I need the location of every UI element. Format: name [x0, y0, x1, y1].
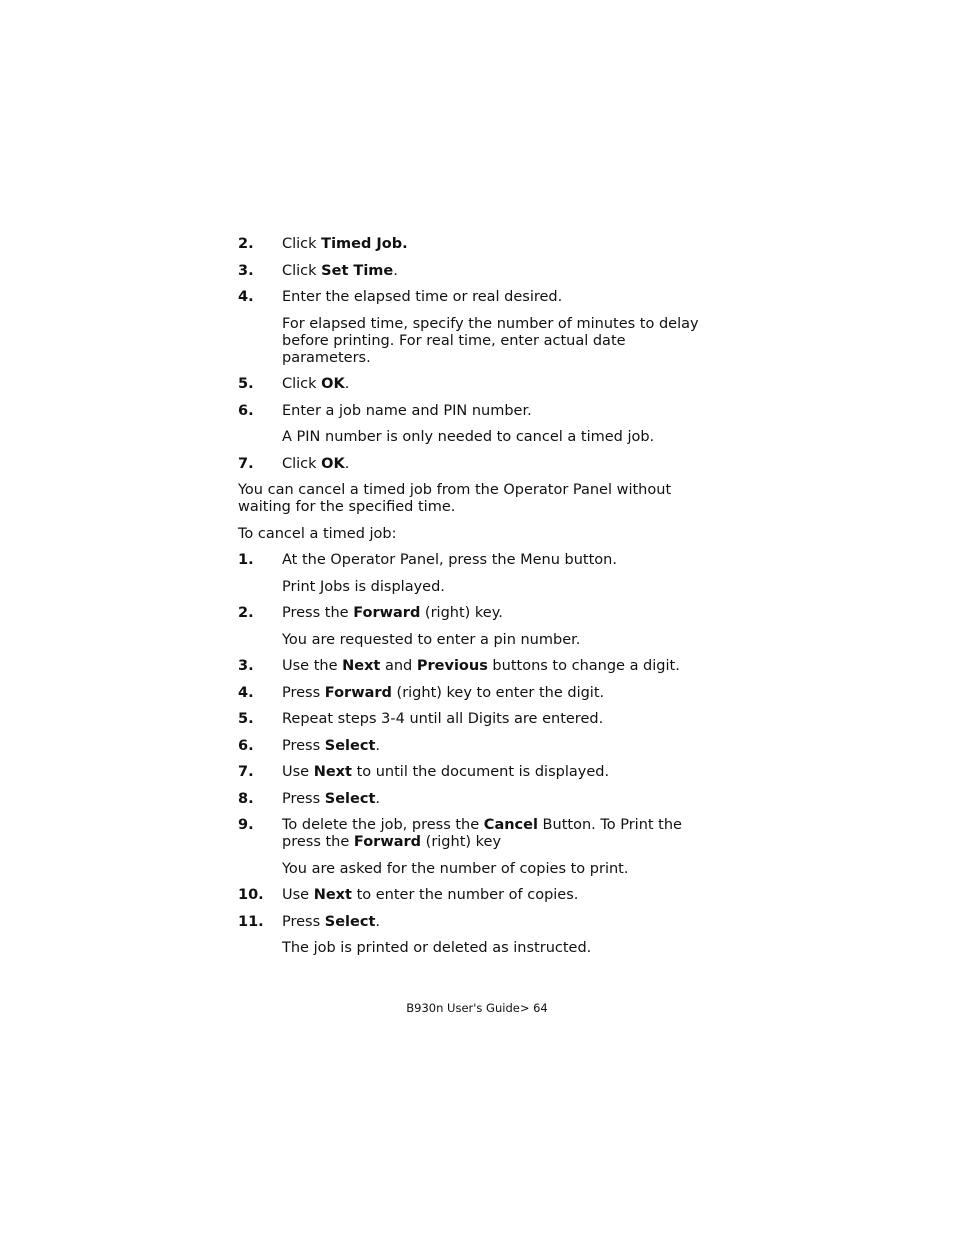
step-emphasis: Select [324, 737, 376, 754]
step-item [238, 605, 718, 622]
step-note: A PIN number is only needed to cancel a timed job. [282, 429, 655, 445]
step-item [238, 887, 718, 904]
step-text-part: (right) key. [420, 605, 503, 621]
step-emphasis: Next [342, 658, 381, 674]
step-text-part: to enter the number of copies. [351, 887, 579, 903]
step-text [282, 764, 718, 781]
step-text-part: . [375, 737, 380, 754]
step-number: 7. [238, 455, 254, 472]
step-item [238, 376, 718, 393]
step-item [238, 236, 718, 253]
step-text-part: buttons to change a digit. [487, 658, 680, 674]
step-text [282, 791, 718, 808]
step-item [238, 791, 718, 808]
step-text-part: Click [282, 455, 322, 472]
step-note: You are requested to enter a pin number. [282, 631, 581, 648]
timed-job-steps [238, 236, 718, 473]
step-number: 7. [238, 764, 254, 780]
step-text-part: Use the [282, 658, 343, 674]
step-emphasis: Timed Job. [321, 236, 408, 252]
step-item [238, 764, 718, 781]
cancel-heading-paragraph: To cancel a timed job: [238, 525, 397, 542]
step-number: 8. [238, 790, 254, 807]
step-text: Repeat steps 3-4 until all Digits are entered. [282, 711, 604, 727]
step-item [238, 738, 718, 755]
step-emphasis: Previous [416, 658, 488, 674]
step-text-part: . [375, 790, 380, 807]
step-item [238, 263, 718, 280]
step-emphasis: Select [324, 913, 376, 930]
step-number: 5. [238, 376, 254, 392]
step-text-part: . [344, 455, 350, 472]
step-text [282, 263, 718, 280]
step-number: 6. [238, 737, 254, 754]
step-text-part: Press the [282, 605, 354, 621]
step-emphasis: Forward [324, 684, 392, 701]
step-item [238, 817, 718, 851]
step-number: 4. [238, 684, 254, 701]
step-text-part: Button. To Print the press the [282, 817, 682, 850]
step-text [282, 817, 718, 851]
step-text-part: Click [282, 262, 322, 279]
step-item [238, 914, 718, 931]
step-emphasis: Next [313, 887, 352, 903]
step-text-part: Click [282, 236, 322, 252]
step-text [282, 685, 718, 702]
step-note: Print Jobs is displayed. [282, 578, 445, 595]
step-number: 6. [238, 402, 254, 419]
step-text-part: To delete the job, press the [282, 817, 484, 833]
step-text-part: (right) key to enter the digit. [391, 684, 605, 701]
cancel-intro-paragraph: You can cancel a timed job from the Operator Panel without waiting for the specified time. [238, 482, 672, 515]
step-text [282, 376, 718, 393]
step-emphasis: OK [321, 376, 345, 392]
step-number: 3. [238, 658, 254, 674]
step-emphasis: Set Time [321, 262, 394, 279]
step-text [282, 658, 718, 675]
page-footer: B930n User's Guide> 64 [406, 1001, 548, 1015]
step-text [282, 456, 718, 473]
step-text: Enter a job name and PIN number. [282, 402, 532, 419]
step-number: 10. [238, 887, 264, 903]
step-number: 1. [238, 552, 254, 568]
step-text-part: (right) key [421, 834, 502, 850]
cancel-job-steps [238, 552, 718, 957]
step-number: 3. [238, 262, 254, 279]
step-text-part: . [344, 376, 350, 392]
step-number: 2. [238, 605, 254, 621]
step-emphasis: Cancel [483, 817, 538, 833]
step-text-part: to until the document is displayed. [351, 764, 610, 780]
step-note: The job is printed or deleted as instructed. [282, 940, 592, 956]
step-number: 4. [238, 289, 254, 305]
step-text-part: Use [282, 887, 314, 903]
step-text-part: Press [282, 737, 325, 754]
step-text-part: . [393, 262, 398, 279]
step-note: For elapsed time, specify the number of minutes to delay before printing. For real time, enter actual date parameters. [282, 315, 699, 366]
step-text-part: Press [282, 913, 325, 930]
step-text: Enter the elapsed time or real desired. [282, 289, 563, 305]
page-content [238, 236, 718, 967]
step-number: 2. [238, 236, 254, 252]
step-text [282, 236, 718, 253]
step-item [238, 552, 718, 569]
step-text-part: Press [282, 790, 325, 807]
step-text [282, 914, 718, 931]
step-item [238, 658, 718, 675]
step-emphasis: OK [321, 455, 345, 472]
step-text-part: Click [282, 376, 322, 392]
step-item [238, 685, 718, 702]
step-number: 9. [238, 817, 254, 833]
step-item [238, 289, 718, 306]
step-emphasis: Select [324, 790, 376, 807]
step-emphasis: Next [313, 764, 352, 780]
step-item [238, 456, 718, 473]
step-item [238, 403, 718, 420]
step-text: At the Operator Panel, press the Menu button. [282, 552, 617, 568]
step-number: 11. [238, 913, 264, 930]
step-item [238, 711, 718, 728]
step-text-part: and [380, 658, 417, 674]
step-text-part: Use [282, 764, 314, 780]
step-number: 5. [238, 711, 254, 727]
step-emphasis: Forward [353, 605, 421, 621]
step-note: You are asked for the number of copies to print. [282, 860, 629, 877]
step-emphasis: Forward [353, 834, 422, 850]
step-text [282, 738, 718, 755]
step-text-part: . [375, 913, 380, 930]
step-text [282, 887, 718, 904]
step-text [282, 605, 718, 622]
step-text-part: Press [282, 684, 325, 701]
